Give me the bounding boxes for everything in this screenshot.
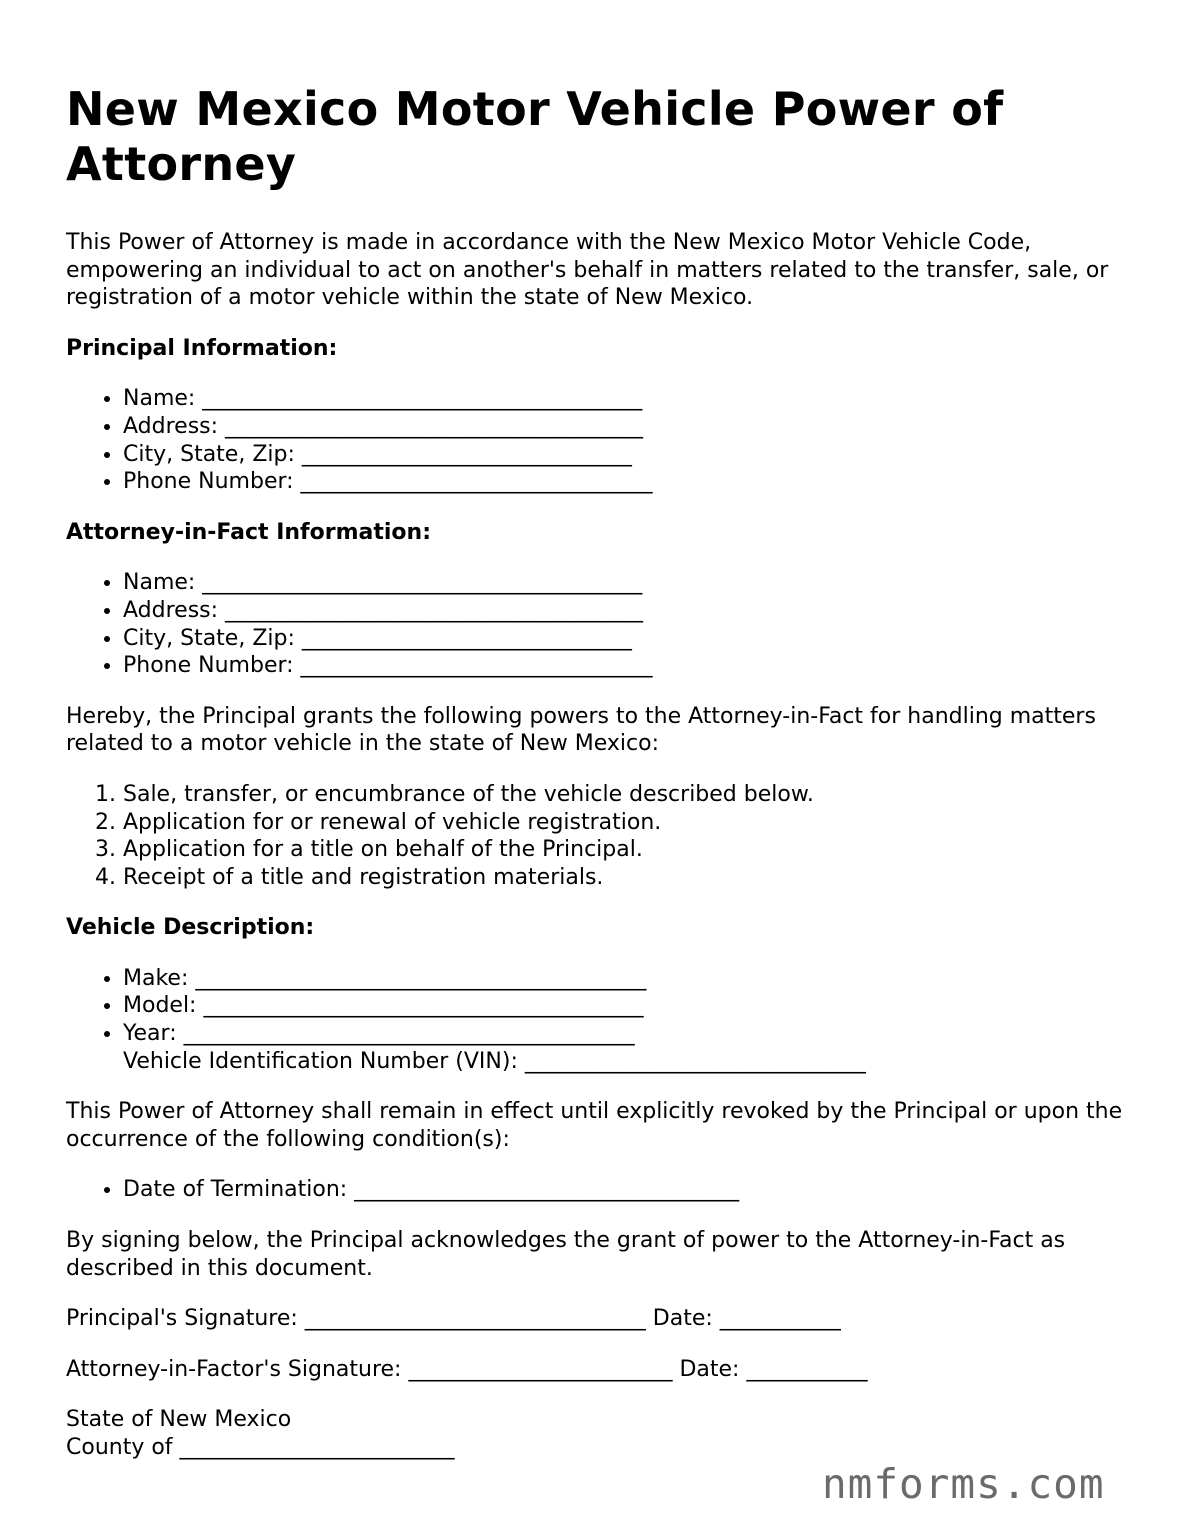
vehicle-year-field[interactable]: • Year: _________________________________________ (123, 1020, 1136, 1048)
termination-date-field[interactable]: • Date of Termination: ___________________________________ (123, 1176, 1136, 1204)
vehicle-make-field[interactable]: • Make: _________________________________________ (123, 965, 1136, 993)
state-line: State of New Mexico (66, 1407, 292, 1433)
effect-paragraph: This Power of Attorney shall remain in effect until explicitly revoked by the Principal or upon the occurrence of the following condition(s): (66, 1099, 1123, 1152)
principal-city-field[interactable]: • City, State, Zip: ______________________________ (123, 441, 1136, 469)
attorney-heading: Attorney-in-Fact Information: (66, 519, 431, 545)
attorney-phone-field[interactable]: • Phone Number: ________________________________ (123, 652, 1136, 680)
attorney-address-field[interactable]: • Address: ______________________________________ (123, 597, 1136, 625)
vehicle-heading: Vehicle Description: (66, 915, 315, 941)
principal-fields (66, 385, 1136, 495)
watermark: nmforms.com (822, 1460, 1105, 1508)
power-item: 3. Application for a title on behalf of the Principal. (123, 836, 1136, 864)
document-title: New Mexico Motor Vehicle Power of Attorney (66, 82, 1004, 191)
principal-address-field[interactable]: • Address: ______________________________________ (123, 413, 1136, 441)
termination-list (66, 1176, 1136, 1204)
county-line[interactable]: County of _________________________ (66, 1435, 455, 1460)
powers-list (66, 781, 1136, 891)
attorney-name-field[interactable]: • Name: ________________________________________ (123, 569, 1136, 597)
document-page (66, 82, 1136, 1462)
attorney-fields (66, 569, 1136, 679)
power-item: 2. Application for or renewal of vehicle registration. (123, 809, 1136, 837)
principal-signature-line[interactable]: Principal's Signature: _______________________________ Date: ___________ (66, 1306, 841, 1332)
vehicle-fields (66, 965, 1136, 1075)
intro-paragraph: This Power of Attorney is made in accordance with the New Mexico Motor Vehicle Code, empowering an individual to act on another's behalf in matters related to the transfer, sale, or registration of a motor vehicle within the state of New Mexico. (66, 230, 1109, 311)
principal-name-field[interactable]: • Name: ________________________________________ (123, 385, 1136, 413)
principal-phone-field[interactable]: • Phone Number: ________________________________ (123, 468, 1136, 496)
principal-heading: Principal Information: (66, 335, 338, 361)
power-item: 4. Receipt of a title and registration materials. (123, 864, 1136, 892)
powers-intro: Hereby, the Principal grants the following powers to the Attorney-in-Fact for handling matters related to a motor vehicle in the state of New Mexico: (66, 703, 1096, 757)
vehicle-model-field[interactable]: • Model: ________________________________________ (123, 992, 1136, 1020)
attorney-signature-line[interactable]: Attorney-in-Factor's Signature: ________________________ Date: ___________ (66, 1356, 868, 1382)
power-item: 1. Sale, transfer, or encumbrance of the vehicle described below. (123, 781, 1136, 809)
attorney-city-field[interactable]: • City, State, Zip: ______________________________ (123, 625, 1136, 653)
acknowledge-paragraph: By signing below, the Principal acknowledges the grant of power to the Attorney-in-Fact as described in this document. (66, 1228, 1066, 1281)
vehicle-vin-field[interactable]: Vehicle Identification Number (VIN): _______________________________ (123, 1048, 866, 1074)
